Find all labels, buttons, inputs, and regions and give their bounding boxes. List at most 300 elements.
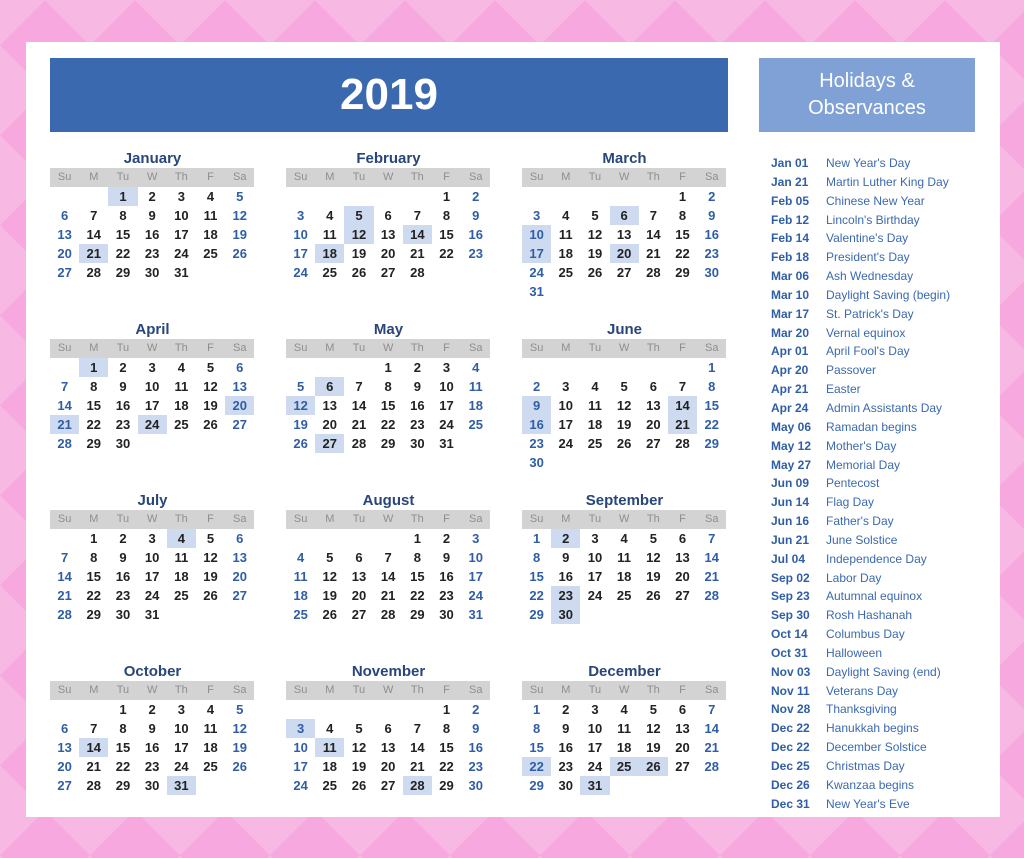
day-cell: 4 bbox=[591, 379, 599, 394]
holiday-date: Mar 06 bbox=[771, 269, 810, 284]
day-cell: 20 bbox=[610, 244, 639, 263]
day-cell: 6 bbox=[384, 208, 392, 223]
day-cell: 12 bbox=[646, 721, 661, 736]
day-empty bbox=[403, 700, 432, 719]
holiday-name: Mother's Day bbox=[826, 438, 897, 453]
weekday-header: Sa bbox=[697, 681, 726, 700]
holiday-name: Veterans Day bbox=[826, 683, 899, 698]
day-cell: 30 bbox=[439, 607, 454, 622]
day-cell: 28 bbox=[57, 436, 72, 451]
day-cell: 17 bbox=[558, 417, 574, 432]
day-cell: 11 bbox=[322, 227, 337, 242]
holiday-name: Admin Assistants Day bbox=[826, 400, 943, 415]
day-cell: 4 bbox=[326, 721, 334, 736]
day-cell: 15 bbox=[675, 227, 690, 242]
day-cell: 26 bbox=[639, 757, 668, 776]
day-empty bbox=[79, 187, 108, 206]
month-grid bbox=[522, 510, 727, 624]
day-cell: 13 bbox=[616, 227, 632, 242]
holiday-item bbox=[771, 324, 991, 343]
holiday-item bbox=[771, 606, 991, 625]
day-cell: 10 bbox=[468, 550, 483, 565]
weekday-header: Tu bbox=[108, 510, 137, 529]
holiday-name: Chinese New Year bbox=[826, 193, 925, 208]
day-cell: 11 bbox=[558, 227, 573, 242]
weekday-header: W bbox=[138, 168, 167, 187]
day-cell: 1 bbox=[119, 702, 127, 717]
day-cell: 28 bbox=[704, 588, 719, 603]
holiday-name: Martin Luther King Day bbox=[826, 174, 949, 189]
holiday-item bbox=[771, 192, 991, 211]
day-cell: 30 bbox=[704, 265, 719, 280]
day-cell: 21 bbox=[380, 588, 396, 603]
day-empty bbox=[315, 529, 344, 548]
weekday-header: Su bbox=[50, 681, 79, 700]
day-cell: 29 bbox=[86, 607, 102, 622]
weekday-header: M bbox=[315, 339, 344, 358]
holidays-header-line2: Observances bbox=[808, 97, 926, 119]
day-cell: 28 bbox=[675, 436, 690, 451]
day-cell: 14 bbox=[646, 227, 661, 242]
day-cell: 18 bbox=[203, 227, 218, 242]
day-cell: 8 bbox=[119, 208, 127, 223]
holiday-name: Easter bbox=[826, 382, 861, 397]
weekday-header: F bbox=[196, 168, 225, 187]
day-cell: 20 bbox=[675, 569, 690, 584]
day-cell: 11 bbox=[468, 379, 483, 394]
day-cell: 4 bbox=[620, 702, 628, 717]
weekday-header: Tu bbox=[344, 510, 373, 529]
day-cell: 1 bbox=[413, 531, 421, 546]
holiday-date: Dec 26 bbox=[771, 777, 810, 792]
holiday-name: Valentine's Day bbox=[826, 231, 909, 246]
holiday-item bbox=[771, 380, 991, 399]
day-cell: 7 bbox=[649, 208, 657, 223]
day-cell: 24 bbox=[138, 415, 167, 434]
day-cell: 4 bbox=[206, 702, 215, 717]
day-cell: 20 bbox=[380, 759, 396, 774]
holiday-name: Ramadan begins bbox=[826, 419, 917, 434]
weekday-header: Su bbox=[50, 339, 79, 358]
day-cell: 2 bbox=[472, 702, 480, 717]
day-cell: 15 bbox=[380, 398, 396, 413]
day-cell: 24 bbox=[293, 265, 308, 280]
day-cell: 18 bbox=[468, 398, 483, 413]
day-cell: 28 bbox=[86, 265, 102, 280]
day-cell: 5 bbox=[236, 189, 244, 204]
day-cell: 30 bbox=[468, 778, 483, 793]
holiday-name: June Solstice bbox=[826, 532, 898, 547]
weekday-header: Th bbox=[167, 339, 196, 358]
day-cell: 27 bbox=[57, 778, 72, 793]
day-cell: 20 bbox=[380, 246, 396, 261]
day-cell: 15 bbox=[439, 740, 454, 755]
month-january bbox=[50, 150, 255, 282]
holiday-date: Feb 14 bbox=[771, 231, 810, 246]
day-cell: 16 bbox=[144, 227, 160, 242]
day-cell: 6 bbox=[610, 206, 639, 225]
day-cell: 7 bbox=[90, 208, 98, 223]
day-cell: 17 bbox=[174, 227, 189, 242]
day-cell: 15 bbox=[86, 398, 102, 413]
day-cell: 23 bbox=[410, 417, 425, 432]
day-cell: 19 bbox=[232, 227, 247, 242]
holiday-date: Nov 11 bbox=[771, 683, 810, 698]
day-cell: 22 bbox=[380, 417, 396, 432]
weekday-header: Su bbox=[286, 510, 315, 529]
day-cell: 3 bbox=[148, 531, 156, 546]
day-cell: 24 bbox=[529, 265, 544, 280]
day-cell: 8 bbox=[532, 721, 541, 736]
day-cell: 26 bbox=[351, 778, 367, 793]
weekday-header: F bbox=[668, 681, 697, 700]
day-cell: 1 bbox=[678, 189, 687, 204]
day-cell: 13 bbox=[57, 227, 72, 242]
day-cell: 5 bbox=[620, 379, 628, 394]
holiday-item bbox=[771, 682, 991, 701]
day-cell: 10 bbox=[293, 740, 308, 755]
holiday-name: Hanukkah begins bbox=[826, 721, 919, 736]
holiday-item bbox=[771, 738, 991, 757]
holiday-name: Daylight Saving (begin) bbox=[826, 287, 951, 302]
weekday-header: M bbox=[315, 168, 344, 187]
holiday-name: Ash Wednesday bbox=[826, 269, 914, 284]
day-cell: 11 bbox=[617, 721, 632, 736]
day-empty bbox=[580, 187, 609, 206]
day-cell: 2 bbox=[148, 702, 156, 717]
day-cell: 19 bbox=[646, 569, 661, 584]
day-cell: 23 bbox=[144, 246, 160, 261]
day-cell: 15 bbox=[115, 227, 131, 242]
day-cell: 23 bbox=[551, 586, 580, 605]
day-cell: 6 bbox=[60, 721, 69, 736]
day-empty bbox=[315, 187, 344, 206]
holiday-date: Dec 31 bbox=[771, 796, 810, 811]
weekday-header: Th bbox=[403, 681, 432, 700]
day-cell: 10 bbox=[587, 721, 603, 736]
day-cell: 25 bbox=[174, 417, 189, 432]
weekday-header: Th bbox=[639, 510, 668, 529]
day-cell: 18 bbox=[558, 246, 574, 261]
day-cell: 28 bbox=[351, 436, 367, 451]
day-cell: 30 bbox=[115, 607, 131, 622]
day-cell: 6 bbox=[649, 379, 657, 394]
day-cell: 16 bbox=[522, 415, 551, 434]
day-cell: 19 bbox=[587, 246, 603, 261]
holiday-item bbox=[771, 361, 991, 380]
holiday-item bbox=[771, 456, 991, 475]
day-cell: 4 bbox=[326, 208, 334, 223]
day-cell: 29 bbox=[115, 778, 131, 793]
day-cell: 14 bbox=[57, 569, 72, 584]
holiday-name: Memorial Day bbox=[826, 457, 901, 472]
day-cell: 24 bbox=[174, 246, 189, 261]
weekday-header: Th bbox=[639, 168, 668, 187]
weekday-header: F bbox=[432, 168, 461, 187]
day-cell: 28 bbox=[410, 265, 425, 280]
day-cell: 7 bbox=[60, 379, 69, 394]
holiday-name: April Fool's Day bbox=[826, 344, 910, 359]
weekday-header: Th bbox=[403, 168, 432, 187]
day-cell: 5 bbox=[296, 379, 305, 394]
weekday-header: Tu bbox=[108, 681, 137, 700]
day-cell: 12 bbox=[646, 550, 661, 565]
month-august bbox=[286, 492, 491, 624]
holiday-date: Apr 20 bbox=[771, 363, 809, 378]
weekday-header: Sa bbox=[225, 510, 254, 529]
holiday-name: New Year's Day bbox=[826, 156, 911, 170]
day-cell: 1 bbox=[79, 358, 108, 377]
day-empty bbox=[551, 358, 580, 377]
day-cell: 26 bbox=[232, 759, 247, 774]
day-cell: 14 bbox=[86, 227, 102, 242]
weekday-header: Su bbox=[286, 168, 315, 187]
day-cell: 25 bbox=[322, 265, 338, 280]
weekday-header: Tu bbox=[108, 168, 137, 187]
holiday-date: Feb 05 bbox=[771, 193, 810, 208]
day-cell: 22 bbox=[86, 588, 102, 603]
day-cell: 21 bbox=[86, 759, 102, 774]
day-cell: 9 bbox=[472, 208, 480, 223]
day-cell: 6 bbox=[60, 208, 69, 223]
month-september bbox=[522, 492, 727, 624]
day-empty bbox=[639, 187, 668, 206]
day-cell: 2 bbox=[708, 189, 716, 204]
holiday-item bbox=[771, 267, 991, 286]
holiday-date: Oct 31 bbox=[771, 645, 808, 660]
holiday-name: St. Patrick's Day bbox=[826, 306, 914, 321]
day-cell: 8 bbox=[442, 721, 451, 736]
weekday-header: M bbox=[551, 681, 580, 700]
day-cell: 23 bbox=[704, 246, 719, 261]
day-cell: 25 bbox=[610, 757, 639, 776]
day-cell: 3 bbox=[286, 719, 315, 738]
day-empty bbox=[286, 529, 315, 548]
weekday-header: M bbox=[79, 168, 108, 187]
day-cell: 22 bbox=[86, 417, 102, 432]
month-title: December bbox=[588, 663, 661, 680]
weekday-header: Sa bbox=[461, 168, 490, 187]
day-cell: 21 bbox=[704, 740, 719, 755]
day-cell: 8 bbox=[708, 379, 716, 394]
day-cell: 24 bbox=[144, 588, 160, 603]
month-february bbox=[286, 150, 491, 282]
day-cell: 4 bbox=[177, 360, 185, 375]
day-cell: 15 bbox=[529, 740, 544, 755]
day-cell: 17 bbox=[587, 740, 603, 755]
day-cell: 3 bbox=[296, 208, 305, 223]
day-cell: 22 bbox=[115, 246, 131, 261]
day-cell: 15 bbox=[439, 227, 454, 242]
day-cell: 3 bbox=[591, 531, 599, 546]
month-grid bbox=[522, 168, 727, 301]
day-cell: 5 bbox=[591, 208, 599, 223]
holiday-date: Feb 18 bbox=[771, 250, 810, 265]
day-cell: 18 bbox=[315, 244, 344, 263]
day-empty bbox=[374, 529, 403, 548]
day-cell: 30 bbox=[529, 455, 544, 470]
holiday-item bbox=[771, 342, 991, 361]
day-cell: 21 bbox=[79, 244, 108, 263]
day-cell: 11 bbox=[617, 550, 632, 565]
holiday-date: Jun 09 bbox=[771, 476, 810, 491]
day-cell: 17 bbox=[587, 569, 603, 584]
holiday-item bbox=[771, 418, 991, 437]
day-cell: 1 bbox=[532, 531, 541, 546]
day-cell: 23 bbox=[558, 759, 574, 774]
day-cell: 22 bbox=[439, 246, 454, 261]
day-cell: 6 bbox=[236, 531, 244, 546]
day-cell: 25 bbox=[468, 417, 483, 432]
day-cell: 10 bbox=[587, 550, 603, 565]
holiday-date: May 27 bbox=[771, 457, 812, 472]
day-cell: 19 bbox=[616, 417, 632, 432]
day-empty bbox=[610, 358, 639, 377]
holiday-name: Thanksgiving bbox=[826, 702, 897, 717]
month-may bbox=[286, 321, 491, 453]
day-cell: 4 bbox=[206, 189, 215, 204]
day-cell: 31 bbox=[439, 436, 454, 451]
weekday-header: Sa bbox=[225, 339, 254, 358]
day-cell: 26 bbox=[351, 265, 367, 280]
holiday-date: Sep 02 bbox=[771, 570, 810, 585]
day-cell: 6 bbox=[384, 721, 392, 736]
day-cell: 28 bbox=[704, 759, 719, 774]
day-cell: 25 bbox=[203, 759, 218, 774]
month-title: February bbox=[356, 150, 421, 167]
weekday-header: Tu bbox=[580, 510, 609, 529]
day-cell: 5 bbox=[344, 206, 373, 225]
day-empty bbox=[610, 187, 639, 206]
holiday-item bbox=[771, 587, 991, 606]
day-cell: 22 bbox=[439, 759, 454, 774]
day-cell: 18 bbox=[203, 740, 218, 755]
weekday-header: W bbox=[138, 339, 167, 358]
day-cell: 4 bbox=[167, 529, 196, 548]
day-cell: 19 bbox=[203, 569, 218, 584]
weekday-header: M bbox=[551, 168, 580, 187]
day-cell: 18 bbox=[174, 398, 189, 413]
day-cell: 15 bbox=[704, 398, 719, 413]
day-cell: 27 bbox=[616, 265, 632, 280]
day-cell: 28 bbox=[403, 776, 432, 795]
day-cell: 27 bbox=[232, 588, 247, 603]
day-cell: 12 bbox=[344, 225, 373, 244]
holiday-name: Independence Day bbox=[826, 551, 927, 566]
day-cell: 16 bbox=[439, 569, 454, 584]
weekday-header: W bbox=[610, 168, 639, 187]
day-cell: 9 bbox=[442, 550, 451, 565]
weekday-header: F bbox=[196, 339, 225, 358]
weekday-header: M bbox=[551, 339, 580, 358]
weekday-header: Su bbox=[522, 339, 551, 358]
day-cell: 8 bbox=[442, 208, 451, 223]
holiday-item bbox=[771, 625, 991, 644]
weekday-header: Th bbox=[403, 510, 432, 529]
day-cell: 5 bbox=[326, 550, 334, 565]
weekday-header: M bbox=[79, 681, 108, 700]
day-cell: 20 bbox=[225, 396, 254, 415]
day-cell: 23 bbox=[468, 246, 483, 261]
month-title: March bbox=[602, 150, 647, 167]
day-cell: 3 bbox=[442, 360, 451, 375]
holiday-item bbox=[771, 248, 991, 267]
month-grid bbox=[286, 168, 491, 282]
holiday-name: Columbus Day bbox=[826, 627, 905, 642]
day-cell: 3 bbox=[532, 208, 541, 223]
day-cell: 28 bbox=[380, 607, 396, 622]
day-cell: 16 bbox=[704, 227, 719, 242]
day-cell: 8 bbox=[678, 208, 687, 223]
weekday-header: F bbox=[432, 681, 461, 700]
day-cell: 2 bbox=[532, 379, 541, 394]
holiday-item bbox=[771, 512, 991, 531]
day-cell: 18 bbox=[587, 417, 603, 432]
holiday-date: Nov 03 bbox=[771, 664, 811, 679]
day-cell: 13 bbox=[646, 398, 661, 413]
holiday-item bbox=[771, 757, 991, 776]
weekday-header: W bbox=[138, 510, 167, 529]
holiday-name: Halloween bbox=[826, 645, 883, 660]
holiday-date: Jun 14 bbox=[771, 495, 810, 510]
day-cell: 29 bbox=[115, 265, 131, 280]
day-cell: 19 bbox=[322, 588, 338, 603]
day-cell: 6 bbox=[678, 702, 687, 717]
day-cell: 17 bbox=[468, 569, 483, 584]
day-cell: 22 bbox=[529, 588, 544, 603]
holiday-item bbox=[771, 399, 991, 418]
day-cell: 31 bbox=[529, 284, 544, 299]
day-cell: 24 bbox=[468, 588, 483, 603]
day-cell: 23 bbox=[144, 759, 160, 774]
holiday-date: May 12 bbox=[771, 438, 812, 453]
weekday-header: Th bbox=[167, 168, 196, 187]
weekday-header: W bbox=[610, 681, 639, 700]
month-grid bbox=[50, 510, 255, 624]
day-empty bbox=[79, 700, 108, 719]
day-cell: 20 bbox=[57, 759, 72, 774]
holiday-item bbox=[771, 154, 991, 173]
holiday-item bbox=[771, 795, 991, 814]
day-cell: 31 bbox=[167, 776, 196, 795]
day-cell: 21 bbox=[57, 588, 72, 603]
day-cell: 5 bbox=[206, 531, 215, 546]
day-cell: 17 bbox=[522, 244, 551, 263]
day-cell: 1 bbox=[90, 531, 98, 546]
day-cell: 12 bbox=[286, 396, 315, 415]
weekday-header: Th bbox=[403, 339, 432, 358]
holiday-item bbox=[771, 700, 991, 719]
holiday-name: Labor Day bbox=[826, 570, 882, 585]
day-cell: 31 bbox=[580, 776, 609, 795]
holiday-date: Apr 24 bbox=[771, 400, 809, 415]
day-cell: 29 bbox=[439, 778, 454, 793]
day-cell: 8 bbox=[413, 550, 421, 565]
day-cell: 15 bbox=[529, 569, 544, 584]
weekday-header: Sa bbox=[461, 510, 490, 529]
weekday-header: Su bbox=[522, 681, 551, 700]
day-cell: 21 bbox=[50, 415, 79, 434]
day-cell: 3 bbox=[148, 360, 156, 375]
month-title: October bbox=[123, 663, 182, 680]
day-cell: 23 bbox=[439, 588, 454, 603]
weekday-header: Tu bbox=[108, 339, 137, 358]
day-cell: 13 bbox=[675, 721, 690, 736]
day-cell: 21 bbox=[704, 569, 719, 584]
day-cell: 27 bbox=[315, 434, 344, 453]
holiday-item bbox=[771, 437, 991, 456]
day-empty bbox=[522, 187, 551, 206]
